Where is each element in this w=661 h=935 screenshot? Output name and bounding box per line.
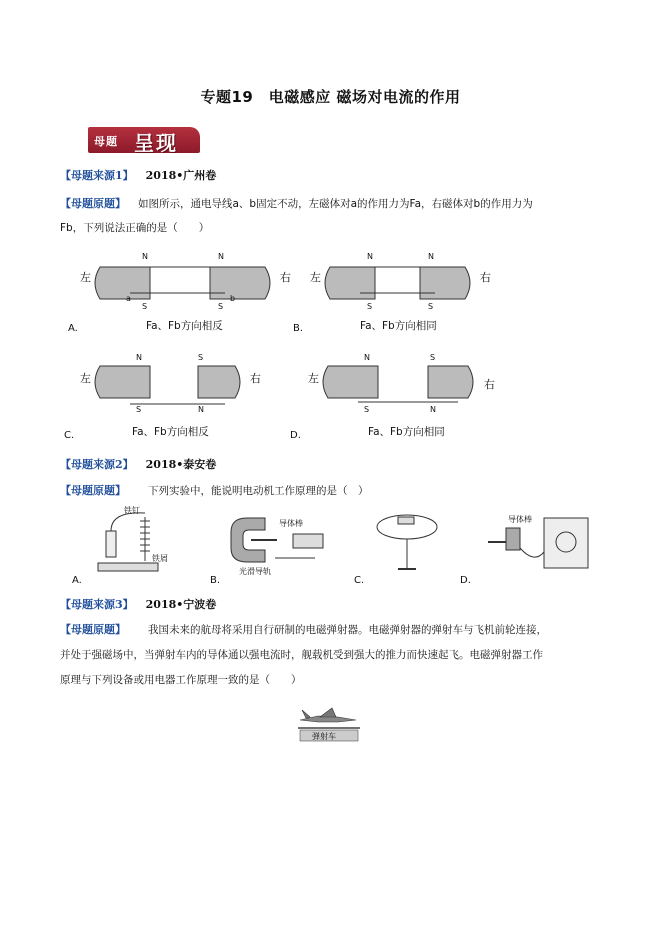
pole-s-right: S — [428, 302, 434, 311]
wire-a-label: a — [126, 294, 131, 303]
pole-n-right: N — [430, 405, 436, 414]
pole-n-left: N — [136, 353, 142, 362]
right-magnet — [210, 267, 270, 299]
q1-option-d-letter: D. — [290, 430, 301, 441]
label-iron-nail: 铁钉 — [124, 506, 140, 515]
q3-source: 2018•宁波卷 — [145, 598, 217, 611]
q1-figure-d — [308, 348, 508, 428]
section-banner — [88, 127, 200, 153]
q2-figure-c — [372, 505, 442, 575]
q2-source-line — [60, 456, 216, 472]
pole-s-left: S — [136, 405, 142, 414]
q1-option-c-letter: C. — [64, 430, 75, 441]
q2-source: 2018•泰安卷 — [145, 458, 217, 471]
q2-stem-text: 下列实验中，能说明电动机工作原理的是（ ） — [148, 485, 369, 497]
label-catapult-car: 弹射车 — [312, 732, 336, 741]
q2-option-c: C. — [354, 575, 365, 586]
left-magnet — [95, 366, 150, 398]
pole-n-left: N — [364, 353, 370, 362]
q2-source-tag: 【母题来源2】 — [60, 458, 134, 471]
left-magnet — [325, 267, 375, 299]
q1-option-a-caption: Fa、Fb方向相反 — [146, 320, 223, 332]
left-label: 左 — [308, 372, 319, 385]
right-label: 右 — [480, 271, 491, 284]
pole-n-right: N — [428, 252, 434, 261]
left-label: 左 — [80, 372, 91, 385]
q3-stem-line3: 原理与下列设备或用电器工作原理一致的是（ ） — [60, 674, 302, 686]
q1-option-d-caption: Fa、Fb方向相同 — [368, 426, 445, 438]
banner-small-text: 母题 — [94, 135, 118, 148]
q1-stem-line1 — [60, 195, 533, 211]
q2-stem-tag: 【母题原题】 — [60, 484, 126, 497]
left-magnet — [323, 366, 378, 398]
left-magnet — [95, 267, 150, 299]
q1-source: 2018•广州卷 — [145, 169, 217, 182]
q1-stem-tag: 【母题原题】 — [60, 197, 126, 210]
q3-stem-tag: 【母题原题】 — [60, 623, 126, 636]
right-magnet — [198, 366, 240, 398]
pole-s-right: S — [430, 353, 436, 362]
q3-stem-text1: 我国未来的航母将采用自行研制的电磁弹射器。电磁弹射器的弹射车与飞机前轮连接， — [148, 624, 547, 636]
page-title: 专题19 电磁感应 磁场对电流的作用 — [200, 88, 461, 106]
right-magnet — [420, 267, 470, 299]
banner-big-text: 呈现 — [134, 131, 178, 153]
q2-option-b: B. — [210, 575, 221, 586]
q2-stem-line — [60, 482, 369, 498]
pole-s-left: S — [364, 405, 370, 414]
pole-s-left: S — [367, 302, 373, 311]
pole-n-right: N — [218, 252, 224, 261]
label-conductor-rod: 导体棒 — [279, 519, 303, 528]
pole-n-left: N — [142, 252, 148, 261]
q2-figure-d — [478, 512, 593, 577]
q1-source-line — [60, 167, 216, 183]
right-magnet — [428, 366, 473, 398]
q2-figure-a — [90, 505, 180, 580]
q1-option-b-caption: Fa、Fb方向相同 — [360, 320, 437, 332]
pole-s-right: S — [198, 353, 204, 362]
pole-n-left: N — [367, 252, 373, 261]
pole-n-right: N — [198, 405, 204, 414]
q1-figure-c — [80, 348, 280, 428]
q1-option-c-caption: Fa、Fb方向相反 — [132, 426, 209, 438]
right-label: 右 — [280, 271, 291, 284]
right-label: 右 — [484, 378, 495, 391]
q2-option-d: D. — [460, 575, 471, 586]
left-label: 左 — [80, 271, 91, 284]
label-smooth-rail: 光滑导轨 — [239, 567, 271, 576]
q3-stem-line2: 并处于强磁场中，当弹射车内的导体通以强电流时，舰载机受到强大的推力而快速起飞。电磁弹射器工作 — [60, 649, 543, 661]
label-conductor-rod: 导体棒 — [508, 515, 532, 524]
q3-stem-line1 — [60, 621, 547, 637]
q3-source-line — [60, 596, 216, 612]
q3-source-tag: 【母题来源3】 — [60, 598, 134, 611]
wire-b-label: b — [230, 294, 236, 303]
q3-figure-jet — [298, 704, 360, 744]
q1-option-a-letter: A. — [68, 323, 78, 334]
q1-stem-line2: Fb，下列说法正确的是（ ） — [60, 222, 210, 234]
pole-s-right: S — [218, 302, 224, 311]
pole-s-left: S — [142, 302, 148, 311]
q2-option-a: A. — [72, 575, 82, 586]
left-label: 左 — [310, 271, 321, 284]
q1-source-tag: 【母题来源1】 — [60, 169, 134, 182]
q1-option-b-letter: B. — [293, 323, 304, 334]
q1-stem-text1: 如图所示，通电导线a、b固定不动，左磁体对a的作用力为Fa，右磁体对b的作用力为 — [138, 198, 533, 210]
q2-figure-b — [225, 512, 335, 580]
label-iron-filings: 铁屑 — [152, 554, 168, 563]
right-label: 右 — [250, 372, 261, 385]
